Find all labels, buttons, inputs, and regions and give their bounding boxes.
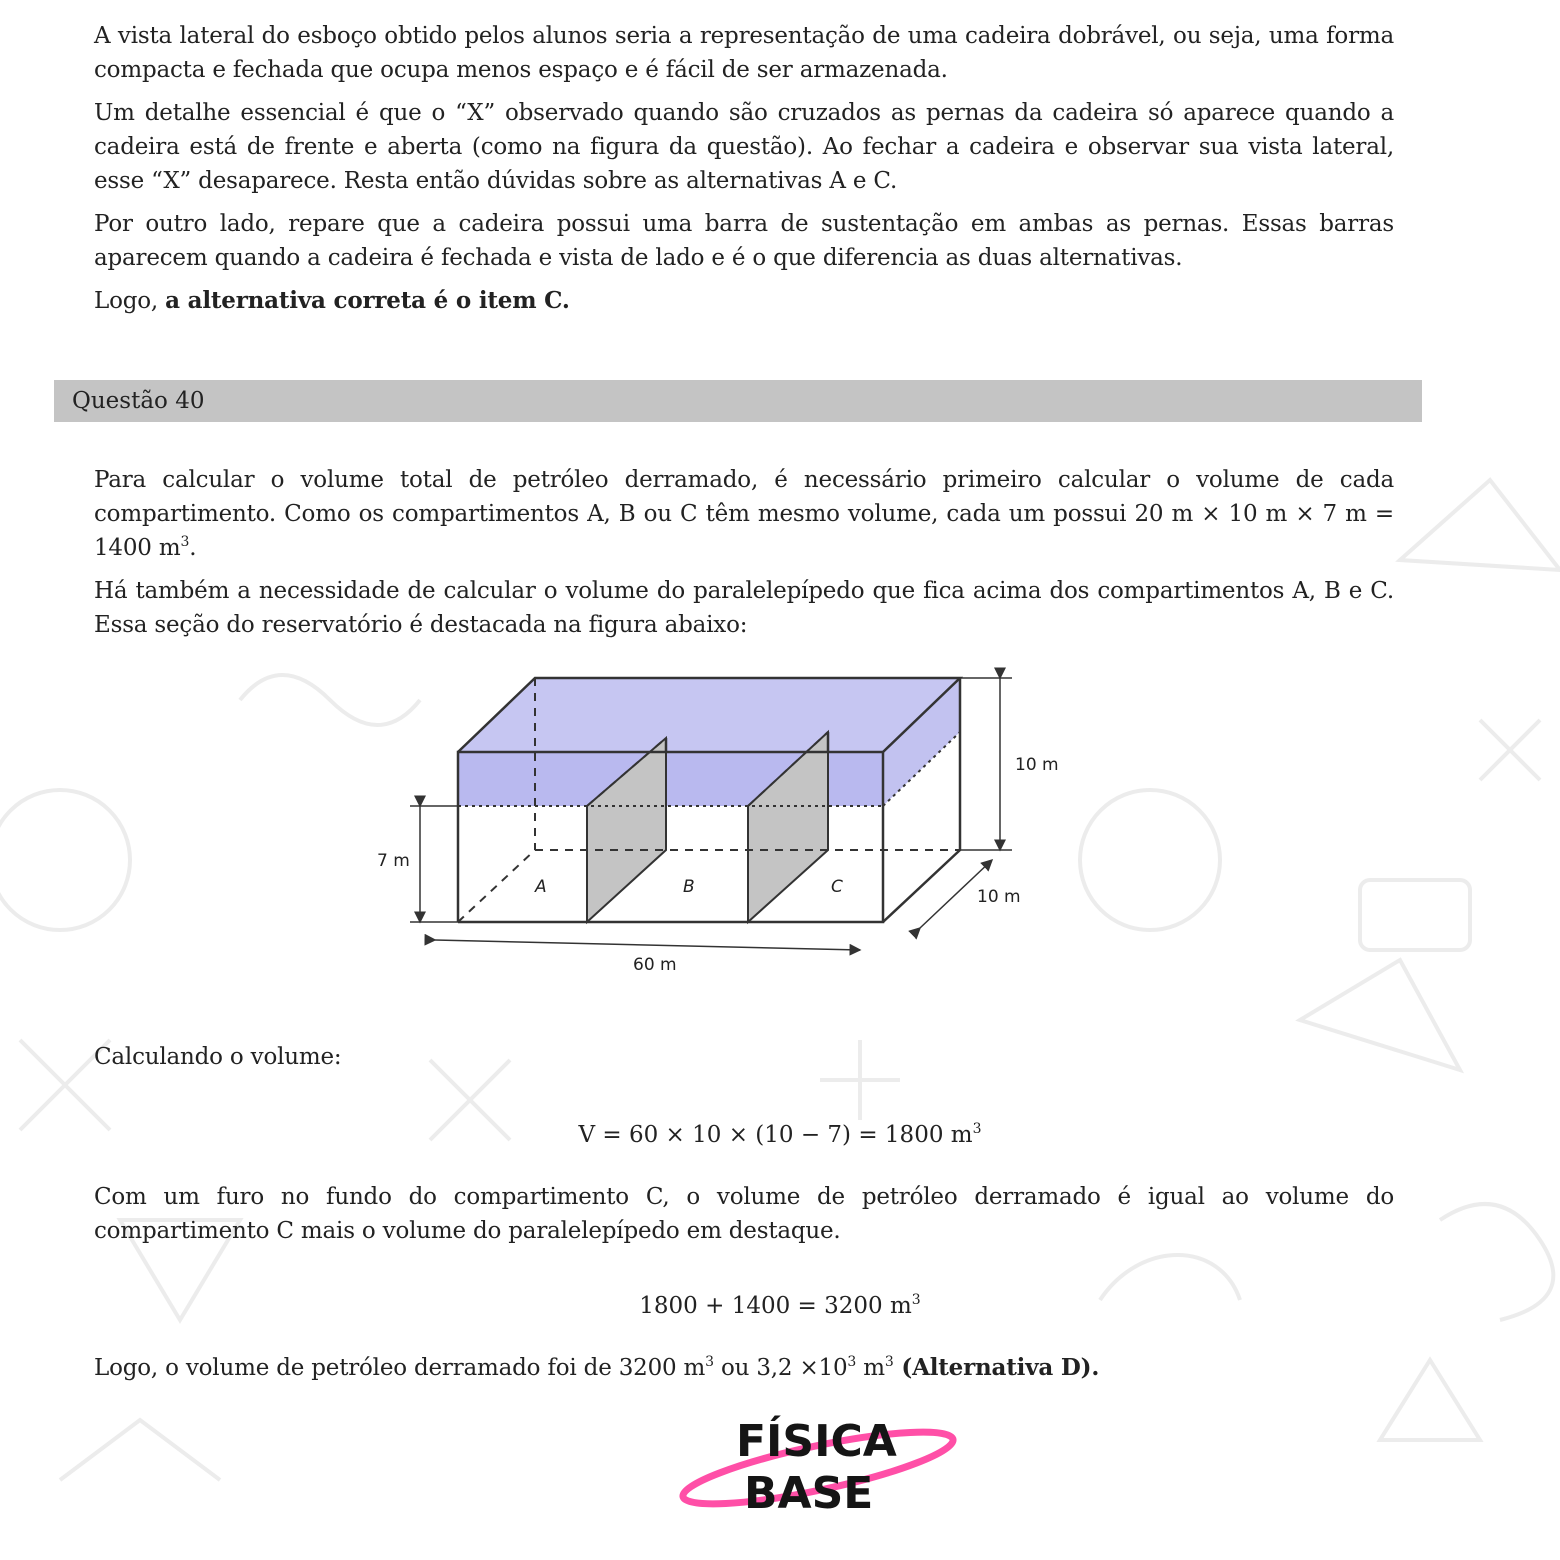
final-text-b: ou 3,2 ×10 [713,1355,848,1381]
label-height-10m: 10 m [1015,755,1059,775]
superscript: 3 [705,1354,714,1370]
superscript: 3 [180,534,190,550]
label-7m: 7 m [377,851,410,871]
equation-2-text: 1800 + 1400 = 3200 m [639,1293,912,1319]
paragraph-folding-chair: A vista lateral do esboço obtido pelos alunos seria a representação de uma cadeira dobrável, ou seja, uma forma compacta e fechada que ocupa menos espaço e é fácil de ser armazenada. [94,23,1394,83]
highlight-top-face [458,678,960,752]
label-compartment-c: C [831,877,843,897]
equation-volume-1800 [0,1118,1560,1152]
question-title: Questão 40 [72,388,205,414]
equation-1-text: V = 60 × 10 × (10 − 7) = 1800 m [578,1122,973,1148]
compartment-text: Para calcular o volume total de petróleo derramado, é necessário primeiro calcular o volume de cada compartimento. Como os compartimentos A, B ou C têm mesmo volume, cada um possui 20 m × 10 m × 7 m = 1400 m [94,467,1394,561]
final-text-c: m [856,1355,885,1381]
label-compartment-a: A [535,877,547,897]
paragraph-x-detail: Um detalhe essencial é que o “X” observado quando são cruzados as pernas da cadeira só aparece quando a cadeira está de frente e aberta (como na figura da questão). Ao fechar a cadeira e observar sua vista lateral, esse “X” desaparece. Resta então dúvidas sobre as alternativas A e C. [94,100,1394,194]
logo-line-2: BASE [744,1468,874,1519]
paragraph-calculating: Calculando o volume: [94,1044,342,1070]
reservoir-figure [360,660,1080,990]
superscript: 3 [972,1121,982,1137]
paragraph-hole-compartment-c: Com um furo no fundo do compartimento C, o volume de petróleo derramado é igual ao volume do compartimento C mais o volume do paralelepípedo em destaque. [94,1184,1394,1244]
superscript: 3 [911,1292,921,1308]
paragraph-compartment-volume [94,463,1394,565]
label-depth-10m: 10 m [977,887,1021,907]
conclusion-answer: a alternativa correta é o item C. [165,287,570,314]
final-text-a: Logo, o volume de petróleo derramado foi de 3200 m [94,1355,706,1381]
superscript: 3 [847,1354,857,1370]
paragraph-conclusion-c [94,284,1394,318]
paragraph-final-answer [94,1351,1394,1385]
compartment-end: . [189,535,197,561]
label-compartment-b: B [683,877,695,897]
equation-total-3200 [0,1289,1560,1323]
label-60m: 60 m [633,955,677,975]
logo-line-1: FÍSICA [736,1416,897,1467]
conclusion-prefix: Logo, [94,288,166,314]
paragraph-support-bar: Por outro lado, repare que a cadeira possui uma barra de sustentação em ambas as pernas. Essas barras aparecem quando a cadeira é fechada e vista de lado e é o que diferencia as duas alternativas. [94,211,1394,271]
question-header [54,380,1422,422]
fisica-base-logo [678,1412,962,1520]
superscript: 3 [884,1354,894,1370]
final-answer-bold: (Alternativa D). [893,1354,1100,1381]
paragraph-parallelepiped: Há também a necessidade de calcular o volume do paralelepípedo que fica acima dos compartimentos A, B e C. Essa seção do reservatório é destacada na figura abaixo: [94,578,1394,638]
